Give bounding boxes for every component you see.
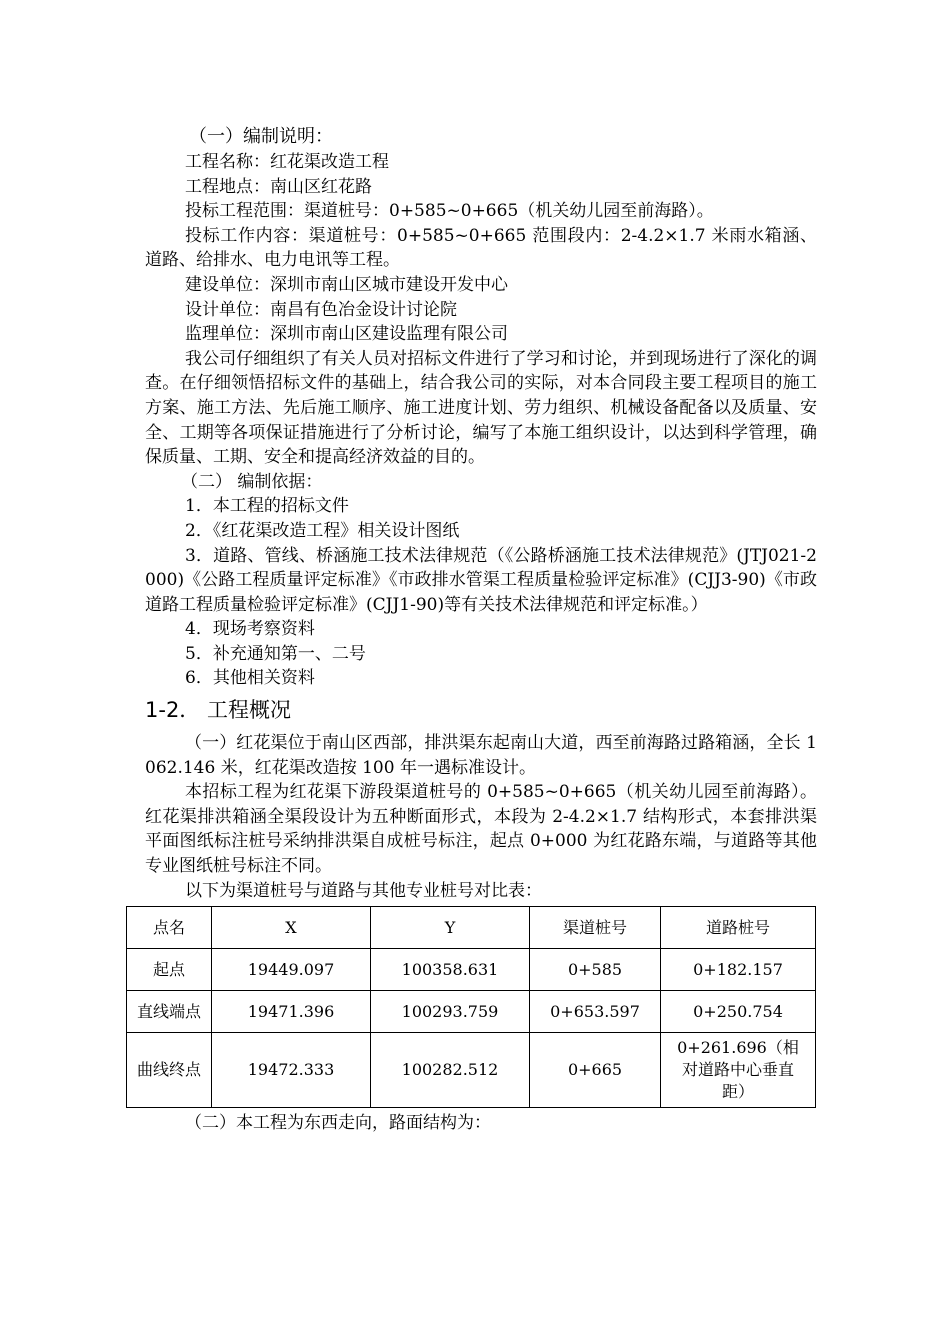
basis-item-4: 4．现场考察资料 [185, 619, 315, 640]
table-cell: 0+261.696（相对道路中心垂直距） [661, 1033, 816, 1108]
section2-heading: （二） 编制依据： [181, 471, 323, 492]
basis-item-2: 2．《红花渠改造工程》相关设计图纸 [185, 520, 460, 541]
table-cell: 100293.759 [371, 991, 530, 1033]
project-name-line: 工程名称：红花渠改造工程 [185, 152, 389, 172]
table-cell: 起点 [127, 949, 212, 991]
table-cell: 0+182.157 [661, 949, 816, 991]
basis-item-5: 5．补充通知第一、二号 [185, 643, 366, 664]
header-road-chainage: 道路桩号 [661, 907, 816, 949]
table-cell: 19449.097 [212, 949, 371, 991]
header-point-name: 点名 [127, 907, 212, 949]
header-y: Y [371, 907, 530, 949]
table-row [127, 1033, 816, 1108]
table-cell: 0+585 [530, 949, 661, 991]
document-page [136, 124, 817, 1136]
designer-line: 设计单位：南昌有色冶金设计讨论院 [185, 299, 457, 320]
section1-heading: （一）编制说明： [189, 126, 333, 147]
table-cell: 19472.333 [212, 1033, 371, 1108]
basis-item-6: 6．其他相关资料 [185, 668, 315, 689]
project-location-line: 工程地点：南山区红花路 [185, 176, 372, 197]
basis-item-3: 3．道路、管线、桥涵施工技术法律规范（《公路桥涵施工技术法律规范》(JTJ021-2000)《公路工程质量评定标准》《市政排水管渠工程质量检验评定标准》(CJJ3-90)《市政道路工程质量检验评定标准》(CJJ1-90)等有关技术法律规范和评定标准。） [145, 545, 817, 615]
table-cell: 100282.512 [371, 1033, 530, 1108]
table-cell: 0+250.754 [661, 991, 816, 1033]
overview-paragraph-2: 本招标工程为红花渠下游段渠道桩号的 0+585~0+665（机关幼儿园至前海路）。红花渠排洪箱涵全渠段设计为五种断面形式，本段为 2-4.2×1.7 结构形式，本套排洪渠平面图纸标注桩号采纳排洪渠自成桩号标注，起点 0+000 为红花路东端，与道路等其他专业图纸桩号标注不同。 [145, 782, 817, 877]
header-channel-chainage: 渠道桩号 [530, 907, 661, 949]
table-cell: 0+653.597 [530, 991, 661, 1033]
overview-paragraph-1: （一）红花渠位于南山区西部，排洪渠东起南山大道，西至前海路过路箱涵，全长 1062.146 米，红花渠改造按 100 年一遇标准设计。 [145, 733, 817, 778]
intro-paragraph: 我公司仔细组织了有关人员对招标文件进行了学习和讨论，并到现场进行了深化的调查。在仔细领悟招标文件的基础上，结合我公司的实际，对本合同段主要工程项目的施工方案、施工方法、先后施工顺序、施工进度计划、劳力组织、机械设备配备以及质量、安全、工期等各项保证措施进行了分析讨论，编写了本施工组织设计，以达到科学管理，确保质量、工期、安全和提高经济效益的目的。 [145, 348, 817, 468]
table-cell: 曲线终点 [127, 1033, 212, 1108]
bid-scope-line: 投标工程范围：渠道桩号：0+585~0+665（机关幼儿园至前海路）。 [185, 201, 714, 222]
owner-line: 建设单位：深圳市南山区城市建设开发中心 [185, 274, 508, 295]
supervisor-line: 监理单位：深圳市南山区建设监理有限公司 [185, 324, 508, 345]
table-cell: 100358.631 [371, 949, 530, 991]
table-intro: 以下为渠道桩号与道路与其他专业桩号对比表： [185, 880, 542, 901]
chainage-comparison-table [126, 906, 816, 1108]
table-cell: 直线端点 [127, 991, 212, 1033]
table-row [127, 991, 816, 1033]
table-cell: 19471.396 [212, 991, 371, 1033]
table-header-row [127, 907, 816, 949]
bid-content-line: 投标工作内容：渠道桩号：0+585~0+665 范围段内：2-4.2×1.7 米雨水箱涵、道路、给排水、电力电讯等工程。 [145, 225, 817, 271]
table-row [127, 949, 816, 991]
basis-item-1: 1．本工程的招标文件 [185, 496, 349, 517]
table-cell: 0+665 [530, 1033, 661, 1108]
road-structure-line: （二）本工程为东西走向，路面结构为： [185, 1113, 491, 1134]
header-x: X [212, 907, 371, 949]
section3-heading: 1-2． 工程概况 [145, 698, 291, 723]
